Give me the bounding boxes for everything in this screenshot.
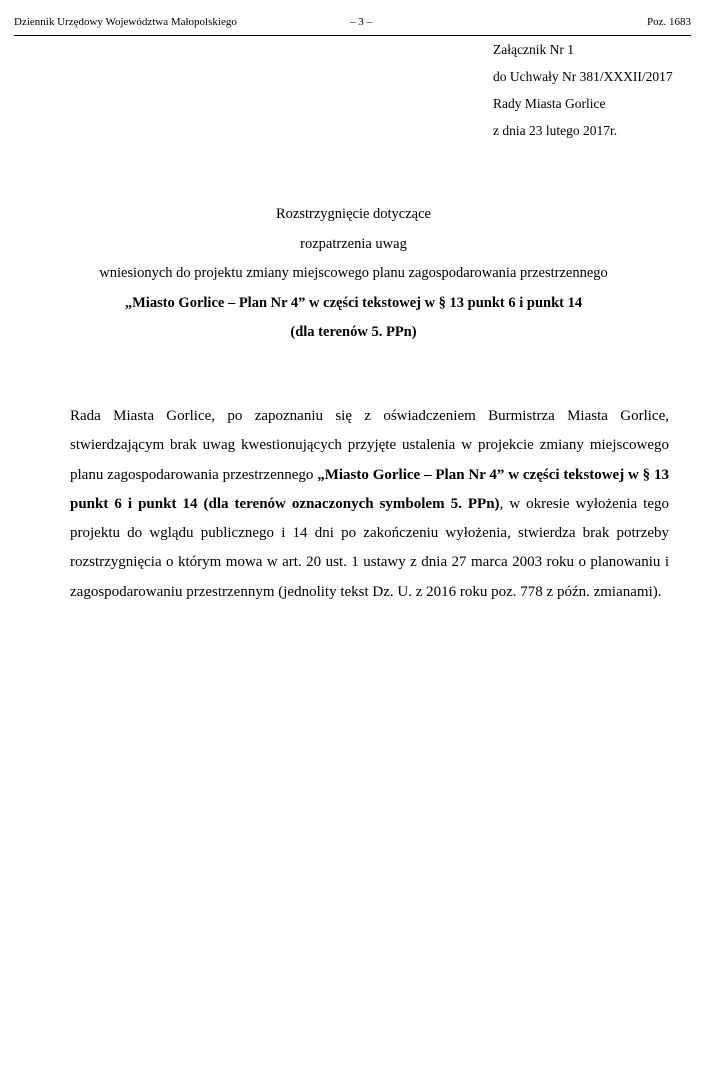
body-part-3: , w okresie wyłożenia tego projektu do wglądu publicznego i 14 dni po zakończeniu wyłożenia, stwierdza brak potrzeby rozstrzygnięcia o którym mowa w art. 20 ust. 1 ustawy z dnia 27 marca 2003 roku o planowaniu i zagospodarowaniu przestrzennym (jednolity tekst Dz. U. z 2016 roku poz. 778 z późn. zmianami). bbox=[70, 495, 669, 600]
title-line-4: „Miasto Gorlice – Plan Nr 4” w części tekstowej w § 13 punkt 6 i punkt 14 bbox=[124, 294, 583, 311]
annex-line-2: do Uchwały Nr 381/XXXII/2017 bbox=[493, 69, 673, 84]
annex-line-1: Załącznik Nr 1 bbox=[493, 42, 574, 57]
document-title bbox=[40, 200, 667, 348]
body-part-2-bold: „Miasto Gorlice – Plan Nr 4” w części tekstowej w § 13 punkt 6 i punkt 14 (dla terenów oznaczonych symbolem 5. PPn) bbox=[70, 466, 670, 512]
annex-line-3: Rady Miasta Gorlice bbox=[493, 96, 606, 111]
title-line-5: (dla terenów 5. PPn) bbox=[290, 324, 417, 340]
journal-name: Dziennik Urzędowy Województwa Małopolskiego bbox=[14, 16, 237, 28]
position-number: Poz. 1683 bbox=[647, 16, 691, 28]
page-number: – 3 – bbox=[350, 16, 372, 28]
title-line-3: wniesionych do projektu zmiany miejscowego planu zagospodarowania przestrzennego bbox=[99, 265, 608, 281]
annex-reference bbox=[493, 36, 703, 144]
annex-line-4: z dnia 23 lutego 2017r. bbox=[493, 123, 618, 138]
page-header bbox=[14, 13, 691, 36]
title-line-1: Rozstrzygnięcie dotyczące bbox=[276, 206, 431, 222]
title-line-2: rozpatrzenia uwag bbox=[300, 235, 407, 252]
body-part-1: Rada Miasta Gorlice, po zapoznaniu się z oświadczeniem Burmistrza Miasta Gorlice, stwierdzającym brak uwag kwestionujących przyjęte ustalenia w projekcie zmiany miejscowego planu zagospodarowania przestrzennego bbox=[70, 408, 669, 483]
body-paragraph bbox=[70, 402, 669, 607]
